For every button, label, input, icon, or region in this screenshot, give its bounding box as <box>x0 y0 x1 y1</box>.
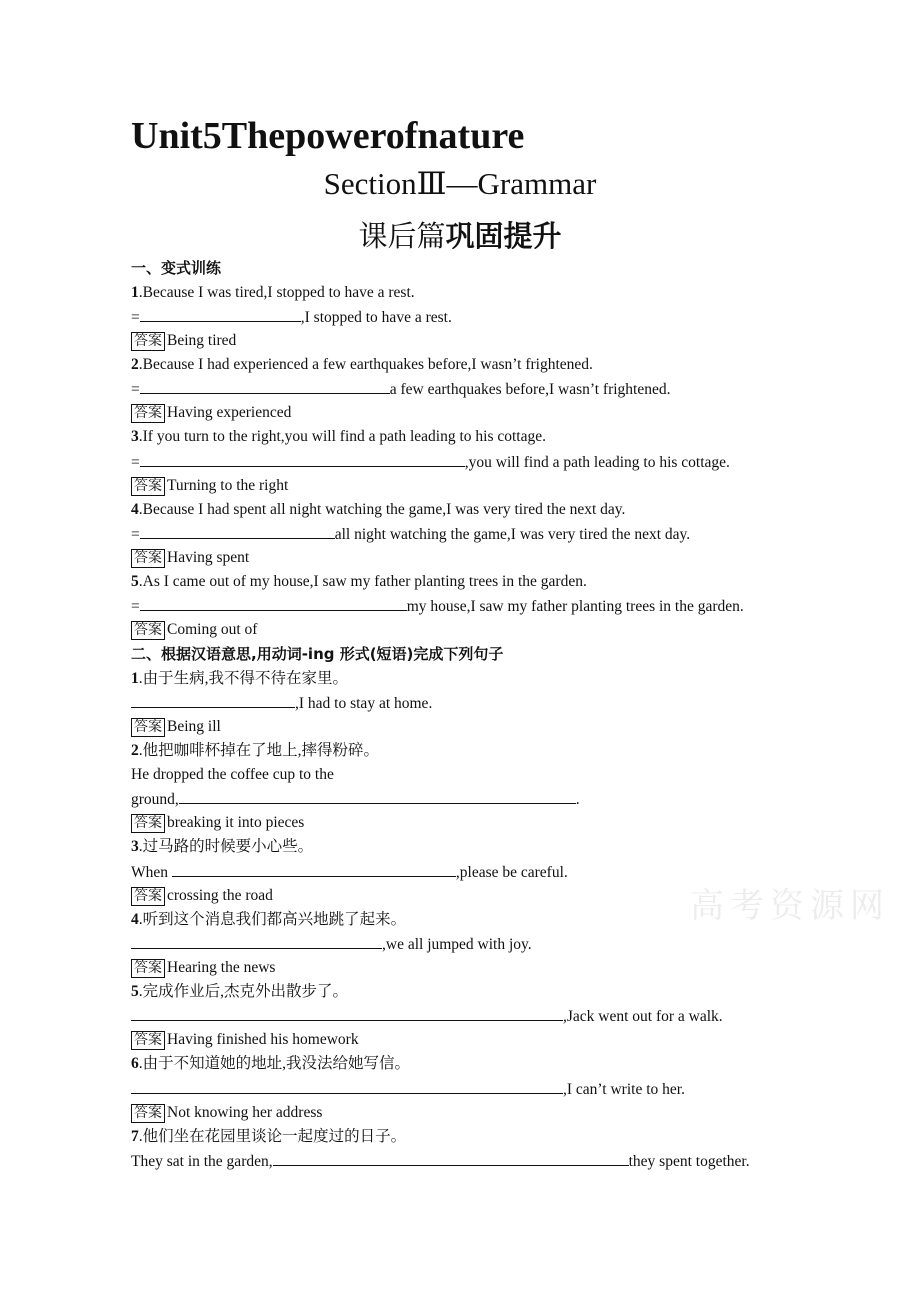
part1-heading: 一、变式训练 <box>131 259 222 277</box>
answer: 答案 Having experienced <box>131 403 291 423</box>
part2-heading: 二、根据汉语意思,用动词-ing 形式(短语)完成下列句子 <box>131 645 504 663</box>
blank[interactable] <box>140 307 301 322</box>
section-title: SectionⅢ—Grammar <box>323 166 597 201</box>
question: 7.他们坐在花园里谈论一起度过的日子。 <box>131 1128 407 1145</box>
blank[interactable] <box>172 862 456 877</box>
answer-line: ,we all jumped with joy. <box>131 934 532 955</box>
answer-line: ,I had to stay at home. <box>131 693 432 714</box>
blank[interactable] <box>131 1079 563 1094</box>
blank[interactable] <box>131 693 295 708</box>
answer-line: ground, . <box>131 791 580 808</box>
blank[interactable] <box>131 1006 563 1021</box>
question: 5.完成作业后,杰克外出散步了。 <box>131 983 349 1000</box>
blank[interactable] <box>140 452 465 467</box>
answer-line: When ,please be careful. <box>131 864 568 881</box>
answer: 答案 Having finished his homework <box>131 1030 359 1050</box>
sentence-line: He dropped the coffee cup to the <box>131 766 334 783</box>
answer-badge: 答案 <box>131 1031 165 1050</box>
answer: 答案 Turning to the right <box>131 476 288 496</box>
blank[interactable] <box>140 379 390 394</box>
answer-line: They sat in the garden, they spent together. <box>131 1153 750 1170</box>
answer-line: ,I can’t write to her. <box>131 1079 685 1100</box>
answer-badge: 答案 <box>131 621 165 640</box>
answer-line: = my house,I saw my father planting trees in the garden. <box>131 598 744 615</box>
answer-badge: 答案 <box>131 477 165 496</box>
answer-badge: 答案 <box>131 959 165 978</box>
question: 4.听到这个消息我们都高兴地跳了起来。 <box>131 911 407 928</box>
question: 6.由于不知道她的地址,我没法给她写信。 <box>131 1055 411 1072</box>
answer-line: ,Jack went out for a walk. <box>131 1006 723 1027</box>
question: 4.Because I had spent all night watching the game,I was very tired the next day. <box>131 501 626 518</box>
answer-badge: 答案 <box>131 549 165 568</box>
answer: 答案 Not knowing her address <box>131 1103 322 1123</box>
blank[interactable] <box>131 934 382 949</box>
answer: 答案 Being ill <box>131 717 221 737</box>
question: 3.If you turn to the right,you will find a path leading to his cottage. <box>131 428 546 445</box>
answer-badge: 答案 <box>131 718 165 737</box>
answer-badge: 答案 <box>131 887 165 906</box>
question: 5.As I came out of my house,I saw my father planting trees in the garden. <box>131 573 587 590</box>
blank[interactable] <box>140 596 407 611</box>
question: 2.Because I had experienced a few earthquakes before,I wasn’t frightened. <box>131 356 593 373</box>
question: 2.他把咖啡杯掉在了地上,摔得粉碎。 <box>131 742 380 759</box>
answer: 答案 Hearing the news <box>131 958 275 978</box>
answer-line: = ,you will find a path leading to his cottage. <box>131 454 730 471</box>
watermark: 高考资源网 <box>690 886 890 926</box>
question: 1.由于生病,我不得不待在家里。 <box>131 670 349 687</box>
answer: 答案 Being tired <box>131 331 236 351</box>
answer: 答案 Having spent <box>131 548 249 568</box>
answer: 答案 crossing the road <box>131 886 273 906</box>
subtitle: 课后篇巩固提升 <box>358 221 562 253</box>
answer-line: = ,I stopped to have a rest. <box>131 309 452 326</box>
answer-badge: 答案 <box>131 814 165 833</box>
question: 3.过马路的时候要小心些。 <box>131 838 314 855</box>
unit-title: Unit5Thepowerofnature <box>131 115 525 157</box>
answer-line: = a few earthquakes before,I wasn’t frightened. <box>131 381 671 398</box>
answer: 答案 breaking it into pieces <box>131 813 304 833</box>
blank[interactable] <box>140 524 335 539</box>
blank[interactable] <box>273 1151 629 1166</box>
answer-badge: 答案 <box>131 1104 165 1123</box>
answer-line: = all night watching the game,I was very tired the next day. <box>131 526 691 543</box>
answer-badge: 答案 <box>131 332 165 351</box>
answer-badge: 答案 <box>131 404 165 423</box>
answer: 答案 Coming out of <box>131 620 257 640</box>
blank[interactable] <box>179 789 576 804</box>
question: 1.Because I was tired,I stopped to have a rest. <box>131 284 415 301</box>
